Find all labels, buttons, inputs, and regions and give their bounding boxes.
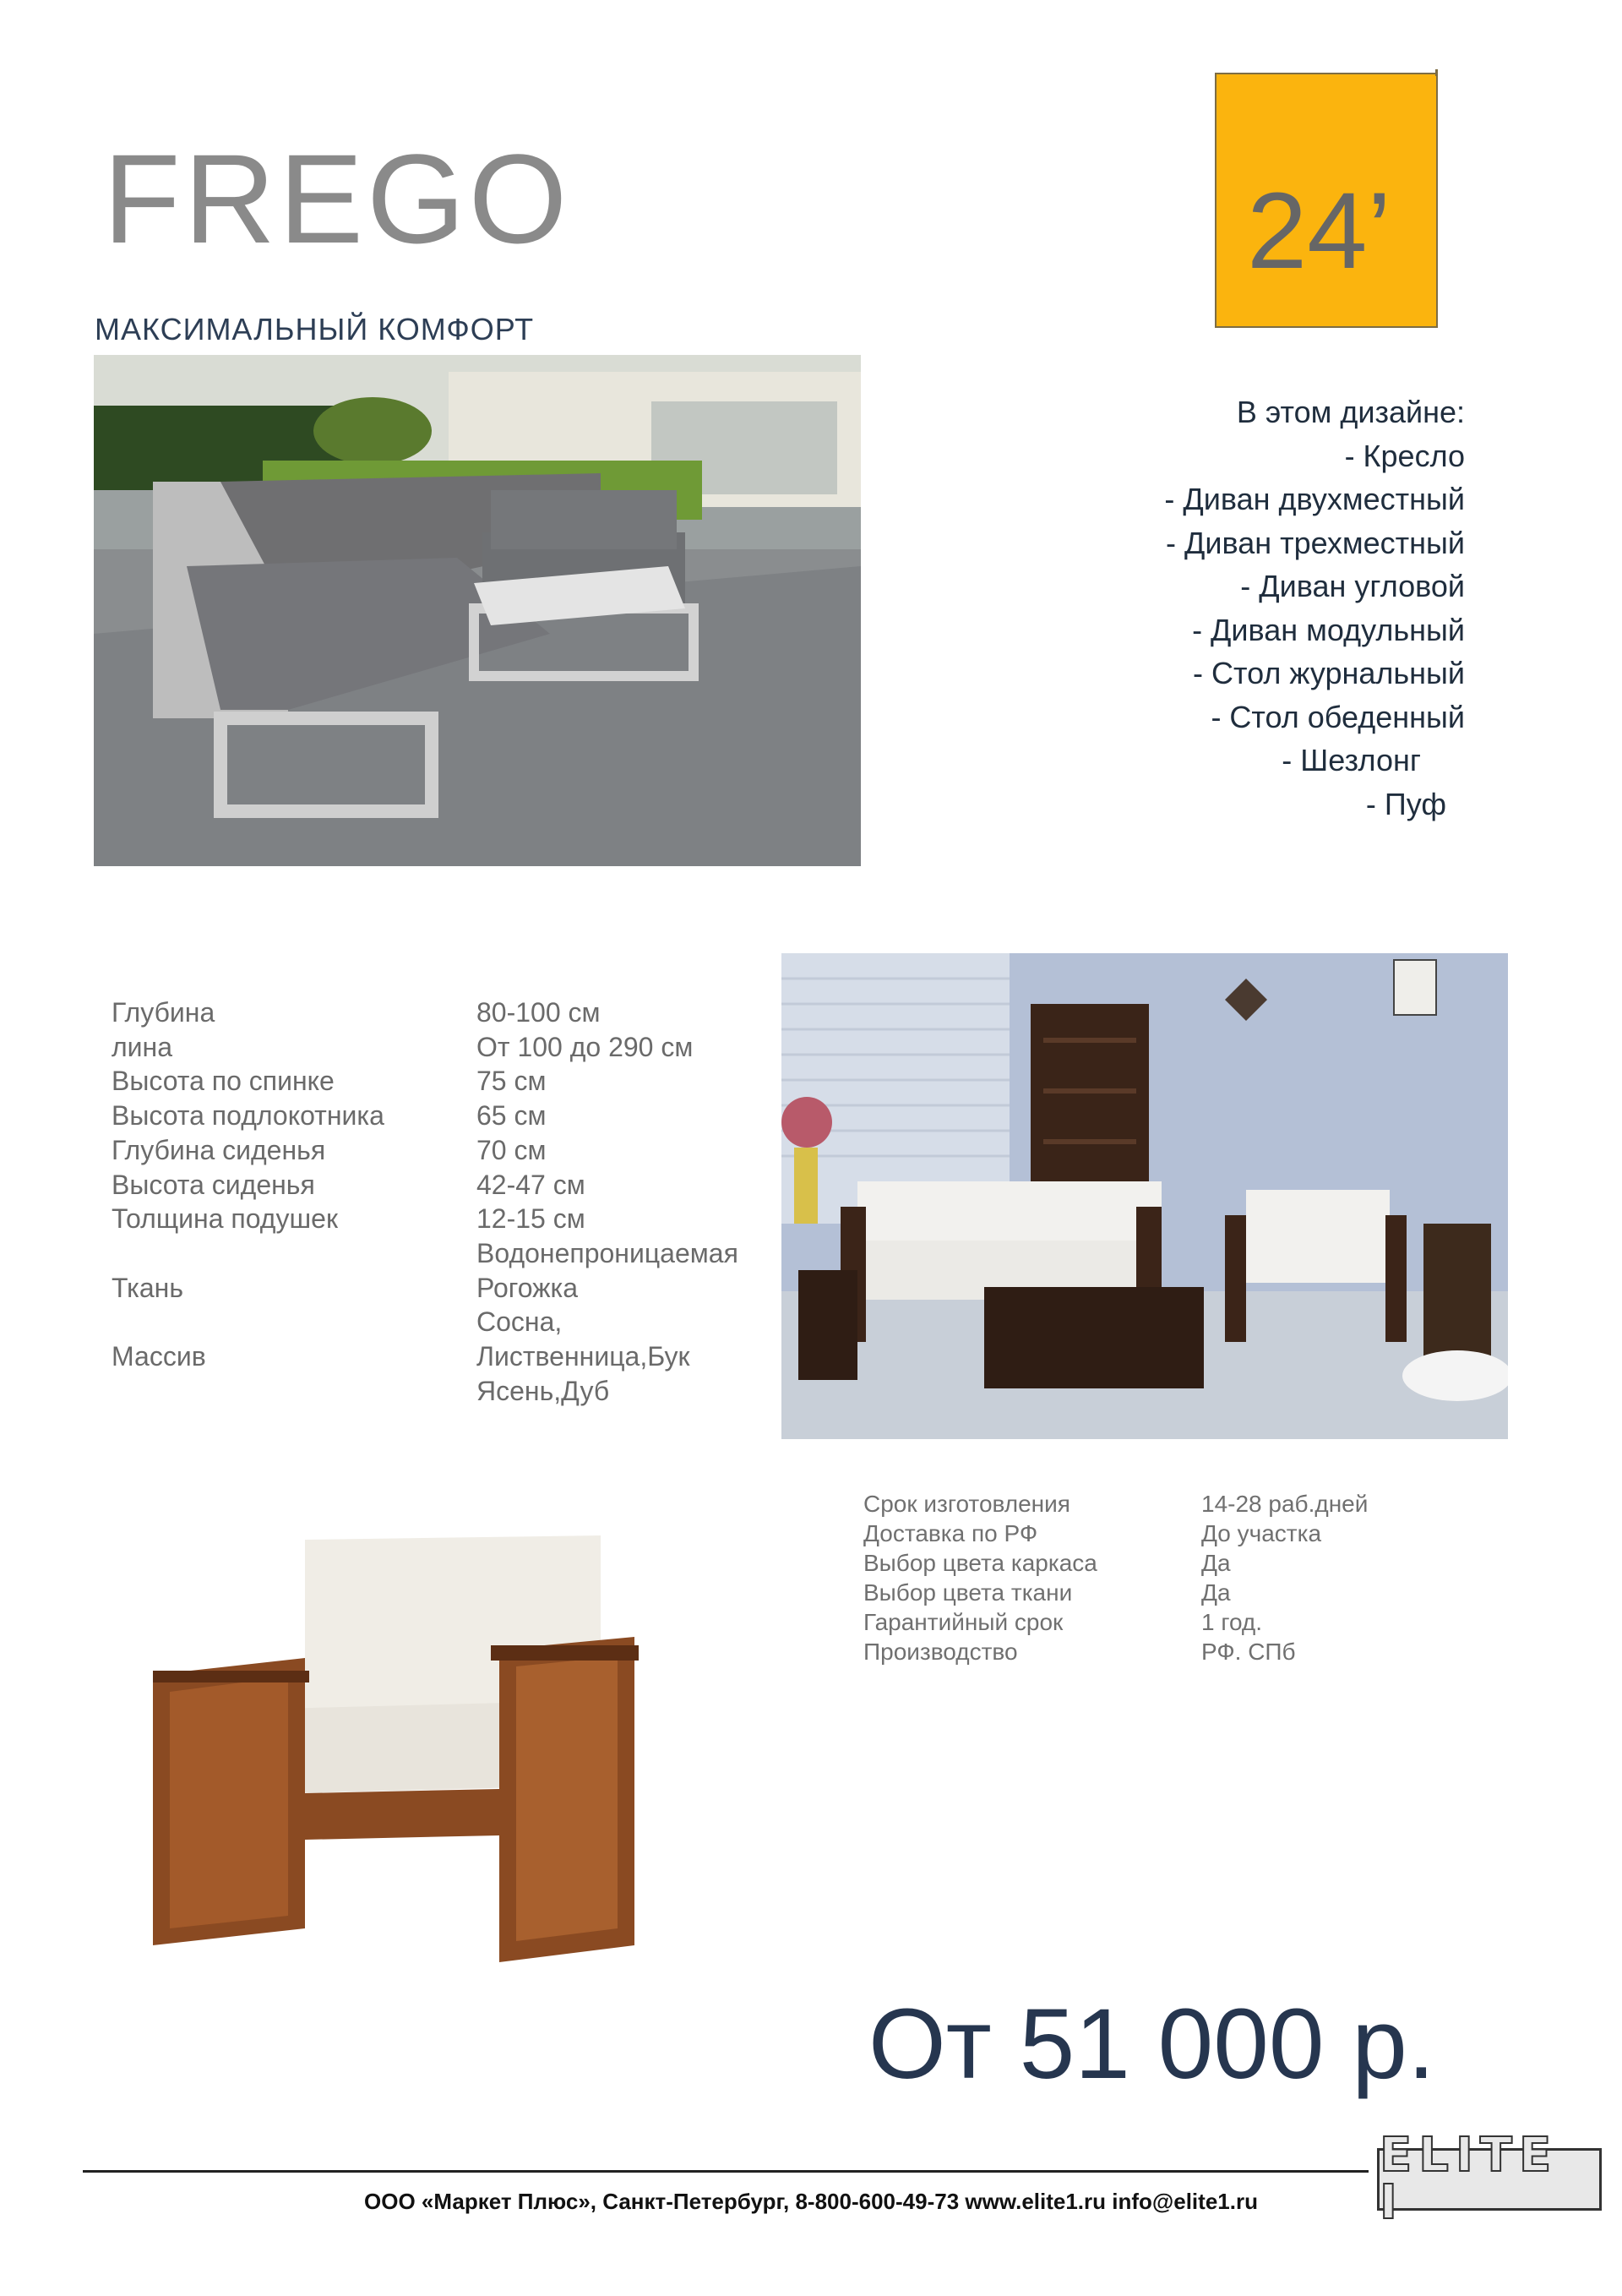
spec-label: Глубина сиденья [112,1134,326,1165]
spec-label [112,1305,476,1339]
term-label: Гарантийный срок [863,1609,1064,1635]
design-list-heading: В этом дизайне: [1236,395,1465,429]
photo-living-room-set [781,953,1508,1439]
term-label: Срок изготовления [863,1491,1070,1517]
specs-table [112,995,738,1408]
term-value: До участка [1201,1520,1322,1546]
design-list-item: - Диван трехместный [1166,525,1465,560]
design-list-item: - Стол журнальный [1193,656,1465,690]
photo-outdoor-corner-sofa [94,355,861,866]
spec-label: Глубина [112,997,215,1028]
spec-value: Ясень,Дуб [476,1375,610,1406]
spec-value: Лиственница,Бук [476,1341,690,1372]
spec-value: От 100 до 290 см [476,1031,694,1062]
spec-label [112,1236,476,1271]
spec-row [112,1099,738,1133]
spec-value: Рогожка [476,1272,579,1303]
spec-value: 42-47 см [476,1169,585,1200]
spec-row [112,1133,738,1168]
price: От 51 000 р. [868,1988,1435,2100]
design-list-item: - Шезлонг [1282,743,1421,777]
spec-row [112,1339,738,1374]
spec-row [112,1030,738,1065]
badge-corner-mark [1435,69,1438,76]
design-list-item: - Диван модульный [1192,612,1465,647]
spec-row [112,995,738,1030]
warranty-badge [1215,73,1438,328]
photo-living-room-set-art [781,953,1508,1439]
spec-label: лина [112,1031,173,1062]
design-list-item: - Пуф [1365,786,1446,821]
term-label: Производство [863,1639,1018,1665]
term-value: 14-28 раб.дней [1201,1491,1369,1517]
term-row [863,1607,1368,1637]
spec-label: Высота сиденья [112,1169,315,1200]
spec-row [112,1202,738,1236]
photo-wooden-armchair [94,1455,692,2089]
term-row [863,1578,1368,1607]
spec-label: Высота подлокотника [112,1100,384,1132]
term-value: РФ. СПб [1201,1639,1296,1665]
spec-value: Сосна, [476,1306,563,1338]
term-label: Доставка по РФ [863,1520,1038,1546]
product-subtitle: МАКСИМАЛЬНЫЙ КОМФОРТ [95,312,535,346]
company-logo [1377,2128,1602,2230]
spec-label: Массив [112,1341,206,1372]
spec-row [112,1168,738,1203]
spec-value: 12-15 см [476,1203,585,1235]
spec-row [112,1064,738,1099]
spec-row [112,1305,738,1339]
term-row [863,1519,1368,1548]
term-label: Выбор цвета ткани [863,1579,1073,1606]
design-list [1164,390,1465,826]
design-list-item: - Диван угловой [1240,569,1465,603]
product-title: FREGO [103,128,571,270]
spec-row [112,1271,738,1306]
spec-value: 65 см [476,1100,547,1132]
spec-value: 75 см [476,1066,547,1097]
spec-row [112,1374,738,1409]
terms-table [863,1489,1368,1666]
spec-label: Высота по спинке [112,1066,335,1097]
design-list-item: - Кресло [1344,438,1465,473]
term-row [863,1548,1368,1578]
photo-wooden-armchair-art [94,1455,692,2089]
spec-row [112,1236,738,1271]
term-row [863,1637,1368,1666]
company-logo-text: ELITE I [1380,2128,1559,2230]
spec-label: Ткань [112,1272,183,1303]
spec-label: Толщина подушек [112,1203,338,1235]
spec-label [112,1374,476,1409]
spec-value: 80-100 см [476,997,601,1028]
badge-text: 24’ [1247,171,1391,292]
term-value: Да [1201,1550,1231,1576]
design-list-item: - Диван двухместный [1164,482,1465,516]
term-label: Выбор цвета каркаса [863,1550,1097,1576]
spec-value: Водонепроницаемая [476,1237,738,1268]
photo-outdoor-corner-sofa-art [94,355,861,866]
term-value: 1 год. [1201,1609,1263,1635]
term-row [863,1489,1368,1519]
design-list-item: - Стол обеденный [1211,699,1465,734]
footer-contacts: ООО «Маркет Плюс», Санкт-Петербург, 8-800-600-49-73 www.elite1.ru info@elite1.ru [364,2189,1258,2214]
term-value: Да [1201,1579,1231,1606]
spec-value: 70 см [476,1134,547,1165]
footer-divider [83,2170,1369,2173]
